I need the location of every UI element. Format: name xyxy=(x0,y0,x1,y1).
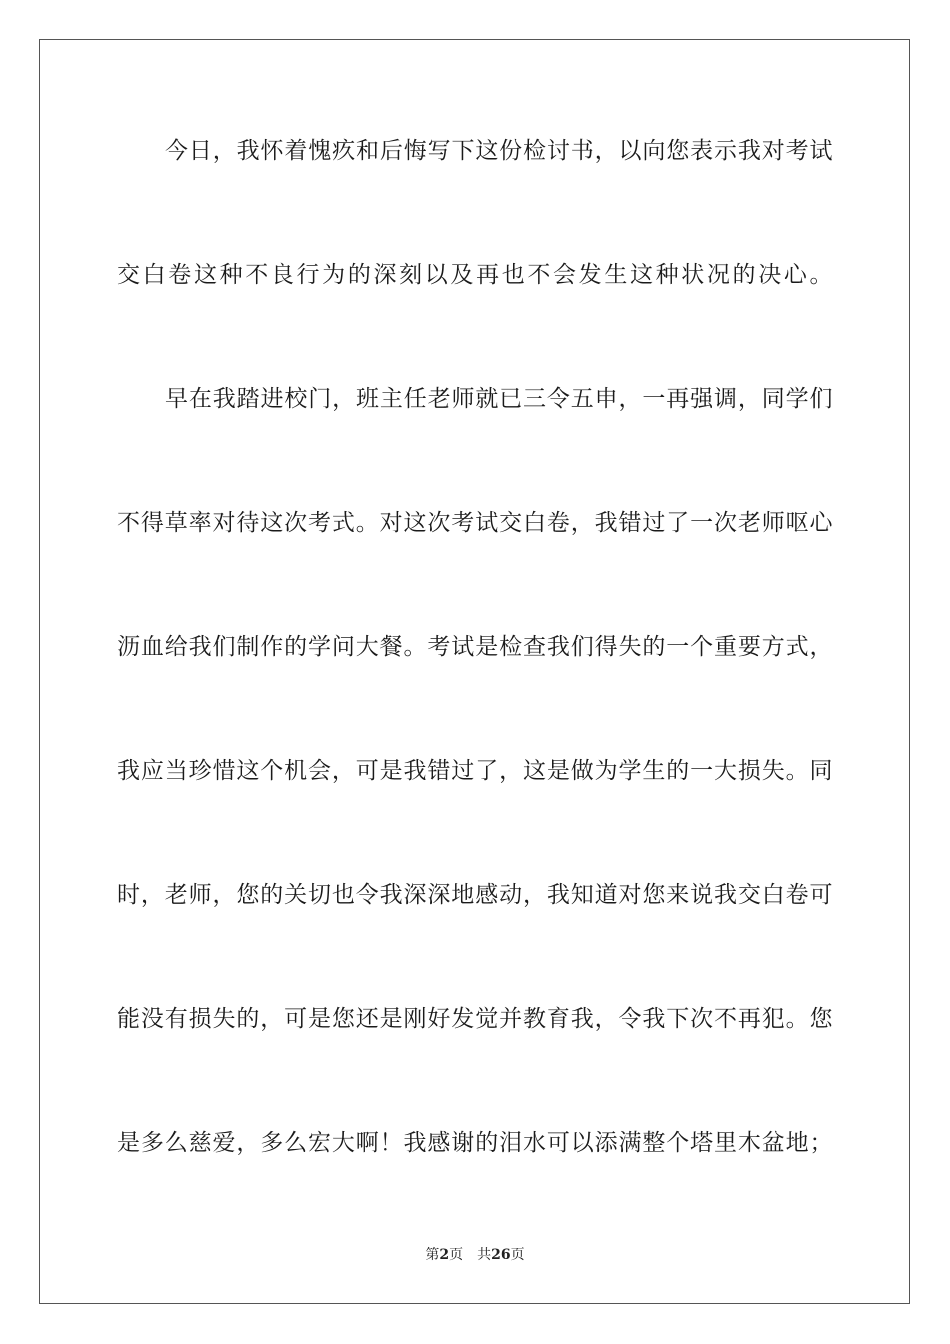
paragraph-2-line-4: 我应当珍惜这个机会，可是我错过了，这是做为学生的一大损失。同 xyxy=(117,758,833,784)
paragraph-2-line-2: 不得草率对待这次考式。对这次考试交白卷，我错过了一次老师呕心 xyxy=(117,510,833,536)
paragraph-1-line-2: 交白卷这种不良行为的深刻以及再也不会发生这种状况的决心。 xyxy=(117,262,833,288)
total-suffix: 页 xyxy=(510,1247,525,1263)
paragraph-2-line-1: 早在我踏进校门，班主任老师就已三令五申，一再强调，同学们 xyxy=(165,386,833,412)
page-prefix: 第 xyxy=(425,1247,440,1263)
page-footer xyxy=(0,1246,950,1264)
paragraph-2-line-5: 时，老师，您的关切也令我深深地感动，我知道对您来说我交白卷可 xyxy=(117,882,833,908)
paragraph-2-line-7: 是多么慈爱，多么宏大啊！我感谢的泪水可以添满整个塔里木盆地； xyxy=(117,1130,833,1156)
total-pages-number: 26 xyxy=(491,1247,511,1263)
paragraph-1-line-1: 今日，我怀着愧疚和后悔写下这份检讨书，以向您表示我对考试 xyxy=(165,138,833,164)
page-suffix: 页 xyxy=(449,1247,464,1263)
page-frame xyxy=(39,39,910,1304)
current-page-number: 2 xyxy=(439,1247,450,1263)
total-prefix: 共 xyxy=(477,1247,492,1263)
paragraph-2-line-6: 能没有损失的，可是您还是刚好发觉并教育我，令我下次不再犯。您 xyxy=(117,1006,833,1032)
paragraph-2-line-3: 沥血给我们制作的学问大餐。考试是检查我们得失的一个重要方式， xyxy=(117,634,833,660)
